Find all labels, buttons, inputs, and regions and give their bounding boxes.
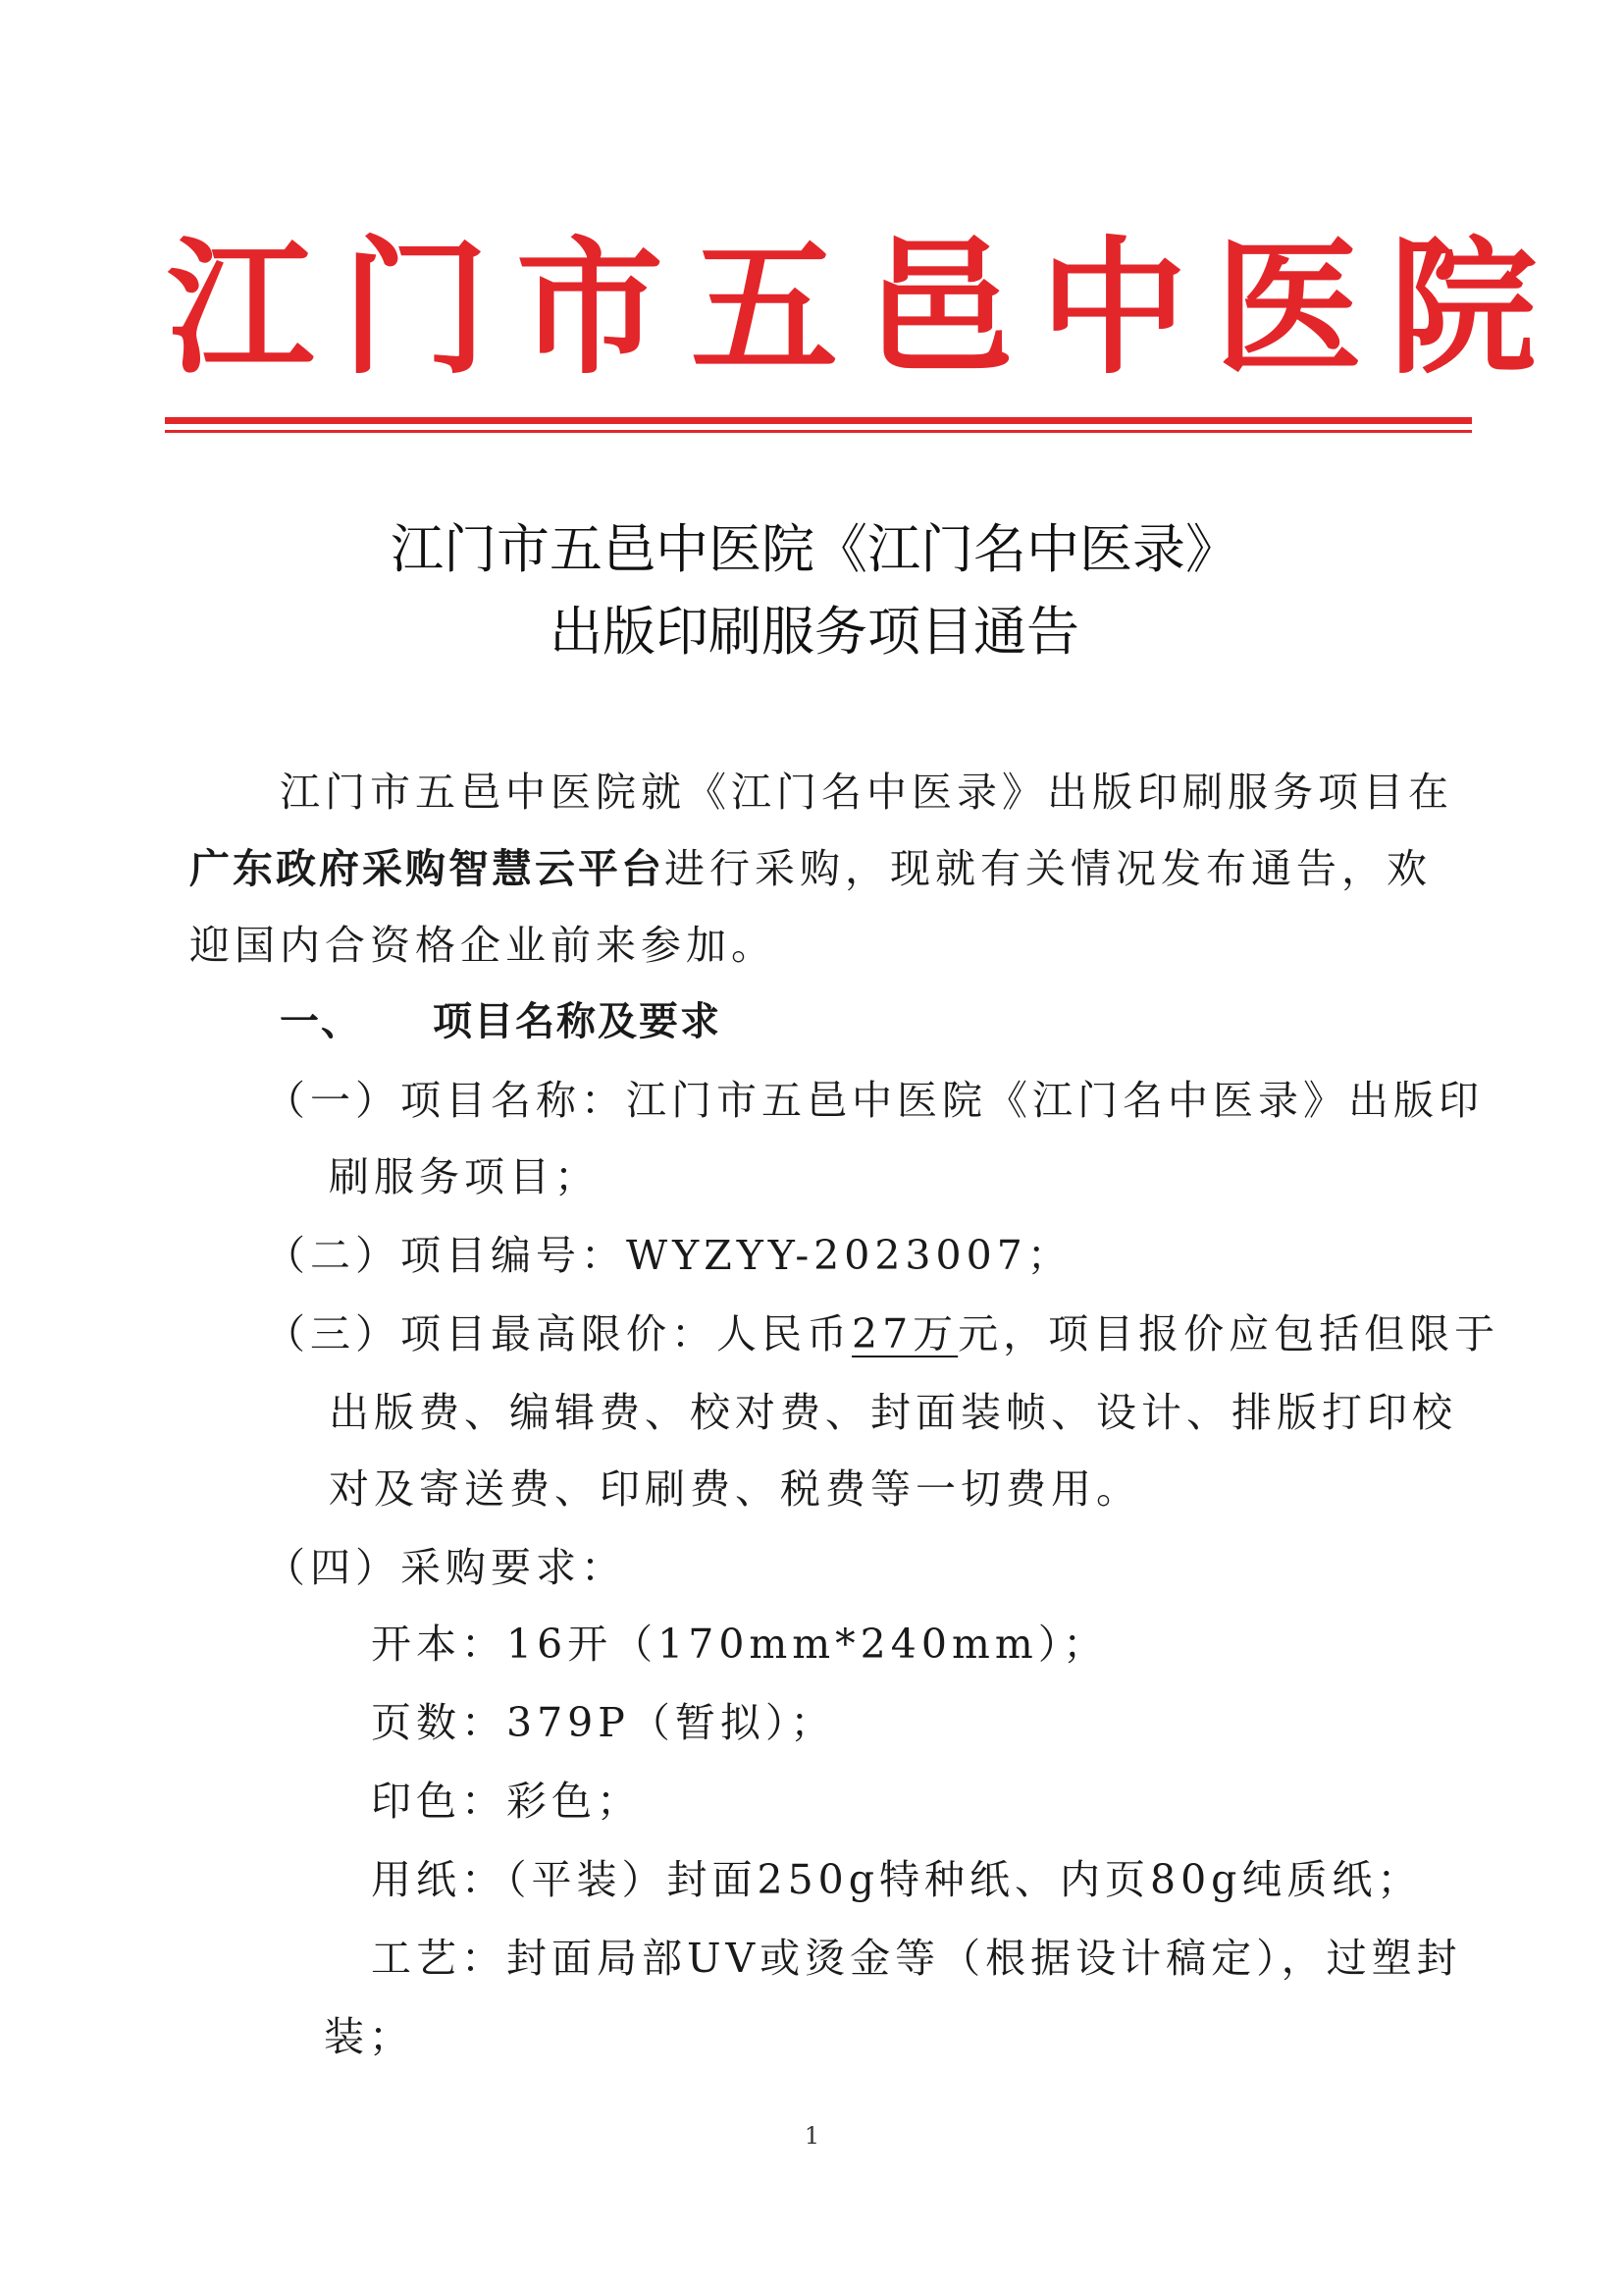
requirement-paper: 用纸：（平装）封面250g特种纸、内页80g纯质纸； (371, 1856, 1423, 1903)
title-line-2: 出版印刷服务项目通告 (550, 601, 1079, 663)
requirement-craft-line-2: 装； (324, 2013, 414, 2060)
intro-line-2-rest: 进行采购，现就有关情况发布通告，欢 (664, 845, 1432, 892)
letterhead-divider-thick (165, 417, 1472, 424)
requirement-color: 印色：彩色； (371, 1778, 642, 1825)
intro-line-1: 江门市五邑中医院就《江门名中医录》出版印刷服务项目在 (280, 769, 1453, 816)
section-1-title: 项目名称及要求 (433, 999, 721, 1044)
requirement-craft-line-1: 工艺：封面局部UV或烫金等（根据设计稿定），过塑封 (371, 1935, 1462, 1982)
requirement-format: 开本：16开（170mm*240mm）； (371, 1621, 1109, 1668)
intro-line-2 (189, 830, 1432, 907)
document-title (167, 508, 1462, 673)
item-1-line-1: （一）项目名称：江门市五邑中医院《江门名中医录》出版印 (265, 1077, 1484, 1124)
item-3-line-2: 出版费、编辑费、校对费、封面装帧、设计、排版打印校 (329, 1389, 1457, 1436)
item-3-prefix: （三）项目最高限价：人民币 (265, 1310, 852, 1357)
item-4-heading: （四）采购要求： (265, 1544, 626, 1591)
item-3-amount: 27万 (852, 1310, 959, 1357)
section-1-heading (280, 984, 721, 1060)
item-2-project-number: （二）项目编号：WYZYY-2023007； (265, 1232, 1073, 1279)
page-number: 1 (804, 2122, 820, 2150)
item-3-line-1 (265, 1296, 1499, 1372)
requirement-pages: 页数：379P（暂拟）； (371, 1699, 836, 1746)
title-line-1: 江门市五邑中医院《江门名中医录》 (391, 518, 1238, 580)
item-1-line-2: 刷服务项目； (329, 1153, 600, 1200)
platform-name: 广东政府采购智慧云平台 (189, 845, 664, 892)
organization-letterhead: 江门市五邑中医院 (167, 224, 1565, 395)
intro-line-3: 迎国内合资格企业前来参加。 (189, 922, 776, 969)
letterhead-divider-thin (165, 430, 1472, 433)
item-3-suffix: 元，项目报价应包括但限于 (958, 1310, 1500, 1357)
section-1-number: 一、 (280, 999, 362, 1044)
item-3-line-3: 对及寄送费、印刷费、税费等一切费用。 (329, 1465, 1141, 1513)
